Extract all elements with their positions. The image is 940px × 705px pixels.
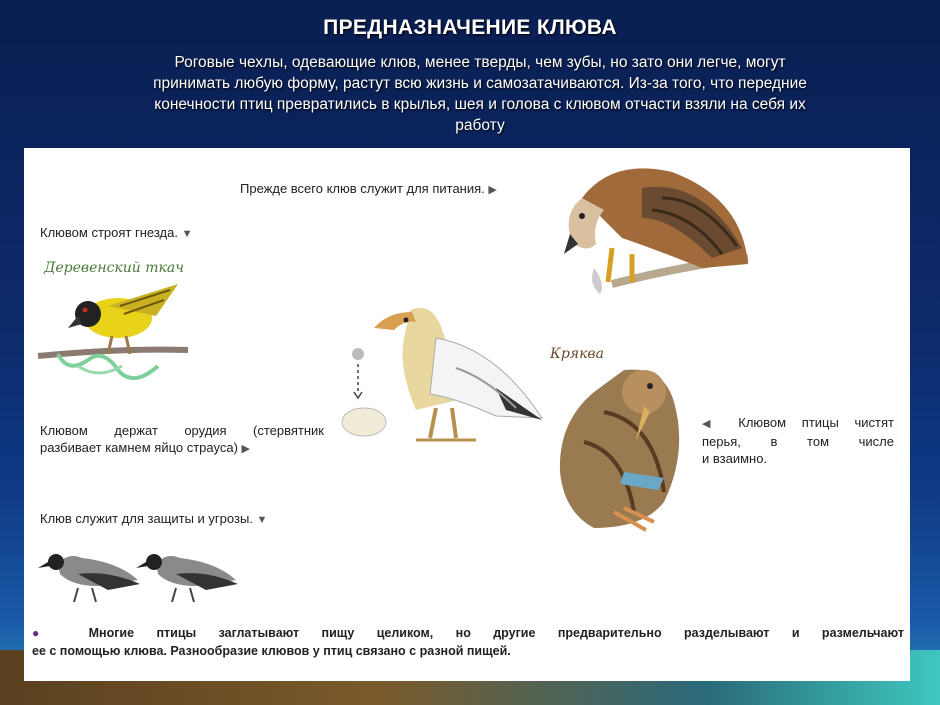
down-triangle-icon: ▼ xyxy=(181,228,193,240)
label-weaver: Деревенский ткач xyxy=(44,260,184,276)
left-triangle-icon: ◀ xyxy=(702,418,723,430)
vulture-illustration xyxy=(346,298,546,448)
subtitle-line: Роговые чехлы, одевающие клюв, менее тверды, чем зубы, но зато они легче, могут xyxy=(174,54,786,71)
content-panel xyxy=(24,148,910,681)
down-triangle-icon: ▼ xyxy=(256,514,268,526)
subtitle-line: конечности птиц превратились в крылья, шея и голова с клювом отчасти взяли на себя их xyxy=(154,96,806,113)
caption-nests: Клювом строят гнезда. ▼ xyxy=(40,225,193,240)
crows-illustration xyxy=(38,544,238,608)
caption-cleaning: ◀ Клювом птицы чистят перья, в том числе и взаимно. xyxy=(702,415,894,466)
summary-text: ● Многие птицы заглатывают пищу целиком, но другие предварительно разделывают и размельчают ее с помощью клюва. Разнообразие клювов у птиц связано с разной пищей. xyxy=(32,626,904,658)
kite-bird-illustration xyxy=(552,158,752,318)
mallard-illustration xyxy=(554,362,704,532)
right-triangle-icon: ▶ xyxy=(241,443,251,455)
slide-title: ПРЕДНАЗНАЧЕНИЕ КЛЮВА xyxy=(323,16,617,39)
caption-tools-line2: разбивает камнем яйцо страуса) ▶ xyxy=(40,440,251,455)
weaver-bird-illustration xyxy=(38,276,198,386)
label-mallard: Кряква xyxy=(550,346,604,362)
bullet-icon: ● xyxy=(32,626,59,640)
caption-defense: Клюв служит для защиты и угрозы. ▼ xyxy=(40,511,268,526)
slide-subtitle xyxy=(90,52,870,136)
subtitle-line: принимать любую форму, растут всю жизнь и самозатачиваются. Из-за того, что передние xyxy=(153,75,807,92)
caption-tools: Клювом держат орудия (стервятник xyxy=(40,423,324,438)
subtitle-line: работу xyxy=(455,117,505,134)
right-triangle-icon: ▶ xyxy=(488,184,497,196)
caption-feeding: Прежде всего клюв служит для питания. ▶ xyxy=(240,181,497,196)
